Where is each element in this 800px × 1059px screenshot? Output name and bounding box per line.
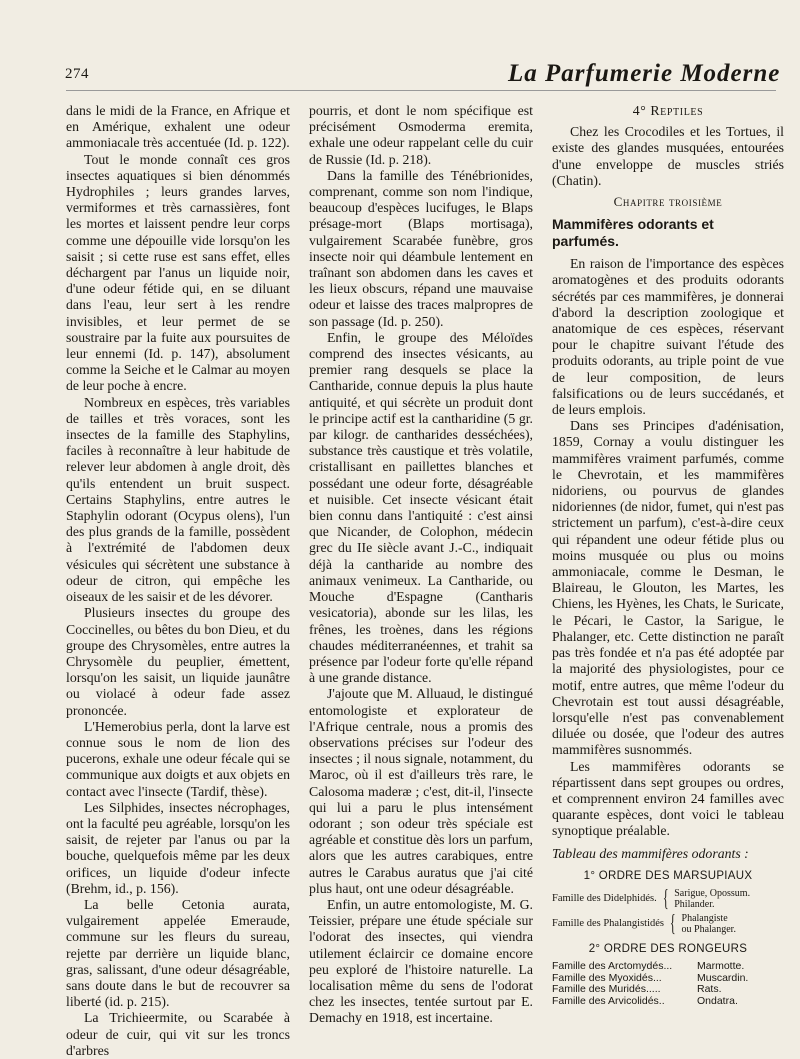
header-rule: [66, 90, 776, 91]
brace-icon: {: [662, 885, 669, 912]
page-header: [0, 0, 800, 100]
family-label: Famille des Phalangistidés: [552, 918, 664, 930]
paragraph: Plusieurs insectes du groupe des Coccinelles, ou bêtes du bon Dieu, et du groupe des Chrysomèles, entre autres la Chrysomèle du peuplier, émettent, lorsqu'on les saisit, un liquide jaunâtre ou violacé à odeur fade assez prononcée.: [66, 605, 290, 718]
section-heading-reptiles: 4° Reptiles: [632, 103, 704, 118]
paragraph: pourris, et dont le nom spécifique est précisément Osmoderma eremita, exhale une odeur rappelant celle du cuir de Russie (Id. p. 218).: [309, 103, 533, 167]
family-label: Famille des Myoxidés...: [552, 971, 662, 984]
paragraph: Dans la famille des Ténébrionides, comprenant, comme son nom l'indique, beaucoup d'espèces lucifuges, le Blaps présage-mort (Blaps mortisaga), vulgairement Scarabée funèbre, gros insecte noir qui déambule lentement en traînant son abdomen dans les caves et les lieux obscurs, répand une mauvaise odeur et laisse des traces malpropres de son passage (Id. p. 250).: [309, 167, 533, 329]
column-left: [66, 103, 290, 1059]
section-title: Mammifères odorants et parfumés.: [552, 216, 714, 250]
order-heading: 1° ORDRE DES MARSUPIAUX: [583, 869, 753, 882]
table-title: Tableau des mammifères odorants :: [552, 845, 749, 861]
paragraph: Les mammifères odorants se répartissent dans sept groupes ou ordres, et comprennent environ 24 familles avec quarante espèces, dont voici le tableau synoptique préalable.: [552, 758, 784, 839]
journal-title: La Parfumerie Moderne: [508, 60, 781, 87]
rodent-family-table: [552, 961, 784, 1007]
paragraph: En raison de l'importance des espèces aromatogènes et des produits odorants sécrétés par ces mammifères, je donnerai d'abord la description zoologique et anatomique de ces espèces, réservant pour le chapitre suivant l'étude des produits odorants, au triple point de vue de leur composition, de leurs falsifications ou de leurs succédanés, et de leurs emplois.: [552, 256, 784, 418]
column-middle: [309, 103, 533, 1027]
genus: Ondatra.: [697, 994, 738, 1007]
genus: Phalangiste: [681, 912, 728, 924]
paragraph: Enfin, le groupe des Méloïdes comprend des insectes vésicants, au premier rang desquels se place la Cantharide, connue depuis la plus haute antiquité, et qui sécrète un produit dont le principe actif est la cantharidine (5 gr. par kilogr. de cantharides desséchées), substance très caustique et très volatile, cristallisant en paillettes blanches et possédant une odeur forte, désagréable et nuisible. Cet insecte vésicant était bien connu dans l'antiquité : c'est ainsi que Nicander, de Colophon, médecin grec du IIe siècle avant J.-C., indiquait déjà la cantharide au nombre des animaux venimeux. La Cantharide, ou Mouche d'Espagne (Cantharis vesicatoria), abonde sur les lilas, les frênes, les troènes, dans les régions chaudes méditerranéennes, et trahit sa présence par l'odeur forte qu'elle répand à une grande distance.: [309, 329, 533, 686]
family-row: [552, 910, 784, 937]
paragraph: Nombreux en espèces, très variables de tailles et très voraces, sont les insectes de la famille des Staphylins, faciles à reconnaître à leur habitude de relever leur abdomen à angle droit, dès qu'ils entendent un bruit suspect. Certains Staphylins, entre autres le Staphylin odorant (Ocypus olens), l'un des plus grands de la famille, possèdent à l'extrémité de l'abdomen deux vésicules qui sécrètent une substance à odeur de citron, qui empêche les oiseaux de les saisir et de les dévorer.: [66, 394, 290, 605]
genus: Rats.: [697, 983, 722, 996]
genus: Muscardin.: [697, 971, 749, 984]
order-heading: 2° ORDRE DES RONGEURS: [588, 942, 748, 955]
brace-icon: {: [669, 910, 676, 937]
family-label: Famille des Didelphidés.: [552, 893, 657, 905]
column-right: [552, 103, 784, 1007]
family-label: Famille des Arctomydés...: [552, 960, 673, 973]
family-label: Famille des Arvicolidés..: [552, 994, 665, 1007]
paragraph: La Trichieermite, ou Scarabée à odeur de cuir, qui vit sur les troncs d'arbres: [66, 1010, 290, 1058]
paragraph: Chez les Crocodiles et les Tortues, il existe des glandes musquées, entourées d'une enveloppe de muscles striés (Chatin).: [552, 124, 784, 188]
chapter-heading: Chapitre troisième: [613, 194, 723, 210]
page-number: 274: [65, 66, 89, 82]
paragraph: Dans ses Principes d'adénisation, 1859, Cornay a voulu distinguer les mammifères vraiment parfumés, comme le Chevrotain, et les mammifères nidoriens, ou pourvus de glandes nidoriennes (de nidor, fumet, qui n'est pas strictement un parfum), c'est-à-dire ceux qui répandent une odeur fétide plus ou moins musquée ou plus ou moins ammoniacale, comme le Desman, le Blaireau, le Glouton, les Martes, les Chiens, les Hyènes, les Chats, le Suricate, le Pécari, le Castor, la Sarigue, le Phalanger, etc. Cette distinction ne paraît pas très fondée et n'a pas été adoptée par la majorité des physiologistes, pour ce motif, entre autres, que même l'odeur du Chevrotain est tout aussi désagréable, lorsqu'elle n'est pas convenablement diluée ou dosée, que l'odeur des autres mammifères susnommés.: [552, 418, 784, 758]
paragraph: Les Silphides, insectes nécrophages, ont la faculté peu agréable, lorsqu'on les saisit, de rejeter par l'anus ou par la bouche, quelquefois même par les deux orifices, un liquide d'odeur infecte (Brehm, id., p. 156).: [66, 799, 290, 896]
genus: ou Phalanger.: [681, 923, 736, 935]
family-label: Famille des Muridés.....: [552, 983, 661, 996]
paragraph: J'ajoute que M. Alluaud, le distingué entomologiste et explorateur de l'Afrique centrale, nous a promis des observations précises sur l'odeur des insectes ; il nous signale, notamment, du Maroc, où il est d'ailleurs très rare, le Calosoma maderæ ; c'est, dit-il, l'insecte qui lui a paru le plus intensément odorant ; son odeur très spéciale est agréable et constitue dès lors un parfum, alors que les autres carabiques, entre autres le Carabus auratus que j'ai cité plus haut, ont une odeur désagréable.: [309, 686, 533, 896]
genus: Philander.: [674, 898, 715, 910]
paragraph: La belle Cetonia aurata, vulgairement appelée Emeraude, commune sur les fleurs du sureau, rejette par derrière un liquide blanc, gras, salissant, d'une odeur désagréable, sans doute dans le but de recouvrer sa liberté (id. p. 215).: [66, 896, 290, 1010]
family-row: [552, 885, 784, 912]
paragraph: dans le midi de la France, en Afrique et en Amérique, exhalent une odeur ammoniacale très accentuée (Id. p. 122).: [66, 103, 290, 151]
paragraph: Tout le monde connaît ces gros insectes aquatiques si bien dénommés Hydrophiles ; leurs grandes larves, vermiformes et très carnassières, font les mortes et laissent pendre leur corps comme une dépouille vide lorsqu'on les saisit ; si cette ruse est sans effet, elles déchargent par l'anus un liquide noir, d'une odeur fétide qui, en se diluant dans l'eau, leur sert à les rendre invisibles, et leur permet de se soustraire par la fuite aux poursuites de leur ennemi (Id. p. 147), absolument comme la Seiche et le Calmar au moyen de leur poche à encre.: [66, 151, 290, 394]
paragraph: Enfin, un autre entomologiste, M. G. Teissier, prépare une étude spéciale sur l'odorat des insectes, qui viendra utilement éclaircir ce domaine encore peu exploré de l'histoire naturelle. La localisation même du sens de l'odorat chez les insectes, tentée surtout par E. Demachy en 1918, est incertaine.: [309, 896, 533, 1026]
paragraph: L'Hemerobius perla, dont la larve est connue sous le nom de lion des pucerons, exhale une odeur fécale qui se communique aux doigts et aux objets en contact avec l'insecte (Tardif, thèse).: [66, 718, 290, 799]
genus: Marmotte.: [697, 960, 745, 973]
genus: Sarigue, Opossum.: [674, 887, 751, 899]
